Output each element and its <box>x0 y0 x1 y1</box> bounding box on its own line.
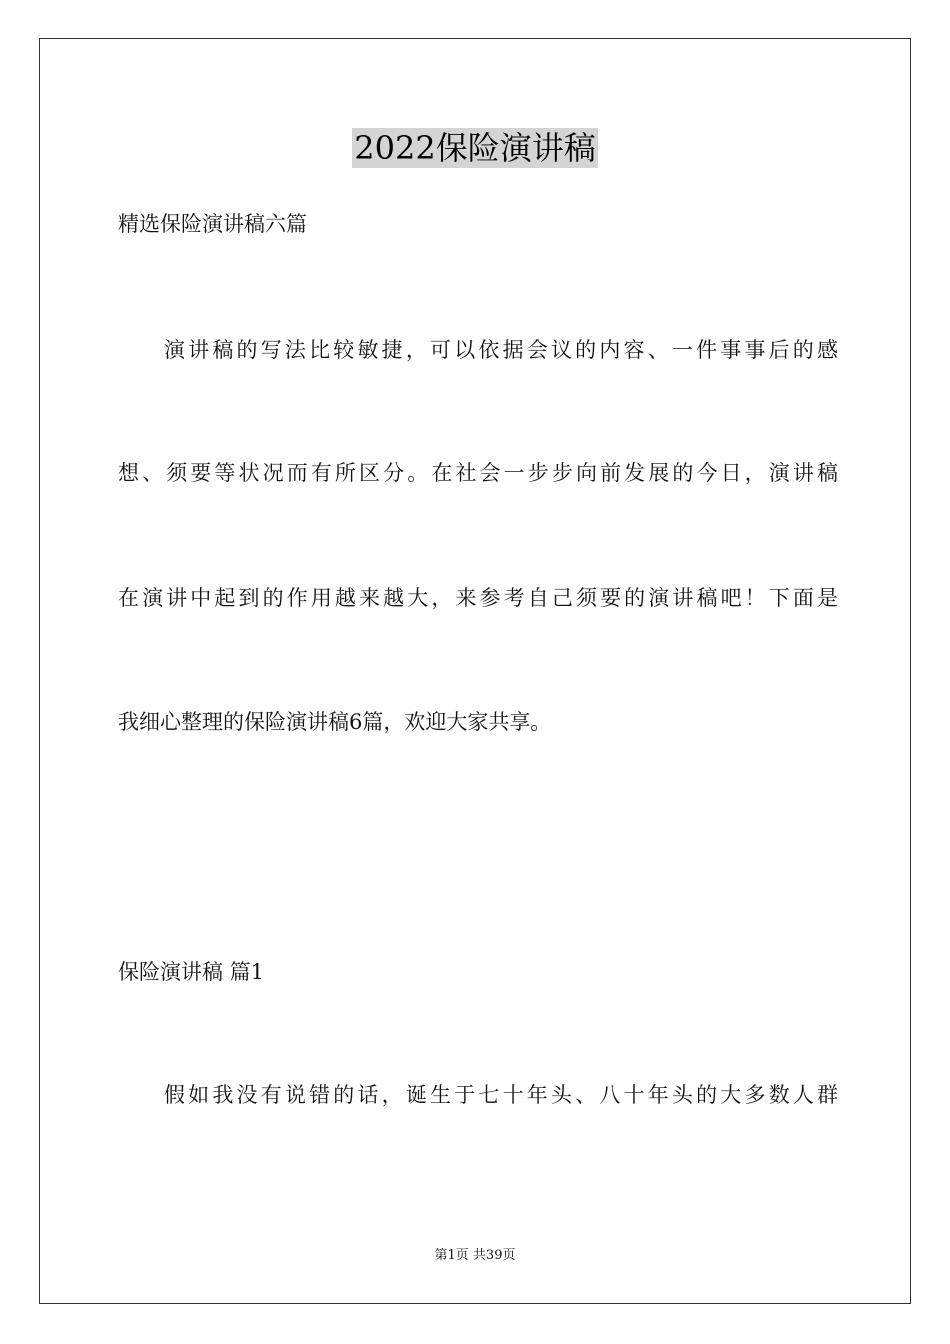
title-container <box>0 128 950 168</box>
section-line-1: 假如我没有说错的话，诞生于七十年头、八十年头的大多数人群 <box>164 1083 838 1107</box>
document-subtitle: 精选保险演讲稿六篇 <box>118 212 307 236</box>
page-footer: 第1页 共39页 <box>434 1248 516 1263</box>
intro-line-4: 我细心整理的保险演讲稿6篇，欢迎大家共享。 <box>118 710 552 734</box>
intro-line-2: 想、须要等状况而有所区分。在社会一步步向前发展的今日，演讲稿 <box>118 461 838 485</box>
intro-line-3: 在演讲中起到的作用越来越大，来参考自己须要的演讲稿吧！下面是 <box>118 586 838 610</box>
document-title: 2022保险演讲稿 <box>354 129 596 167</box>
intro-line-1: 演讲稿的写法比较敏捷，可以依据会议的内容、一件事事后的感 <box>164 338 838 362</box>
section-heading: 保险演讲稿 篇1 <box>118 960 265 984</box>
